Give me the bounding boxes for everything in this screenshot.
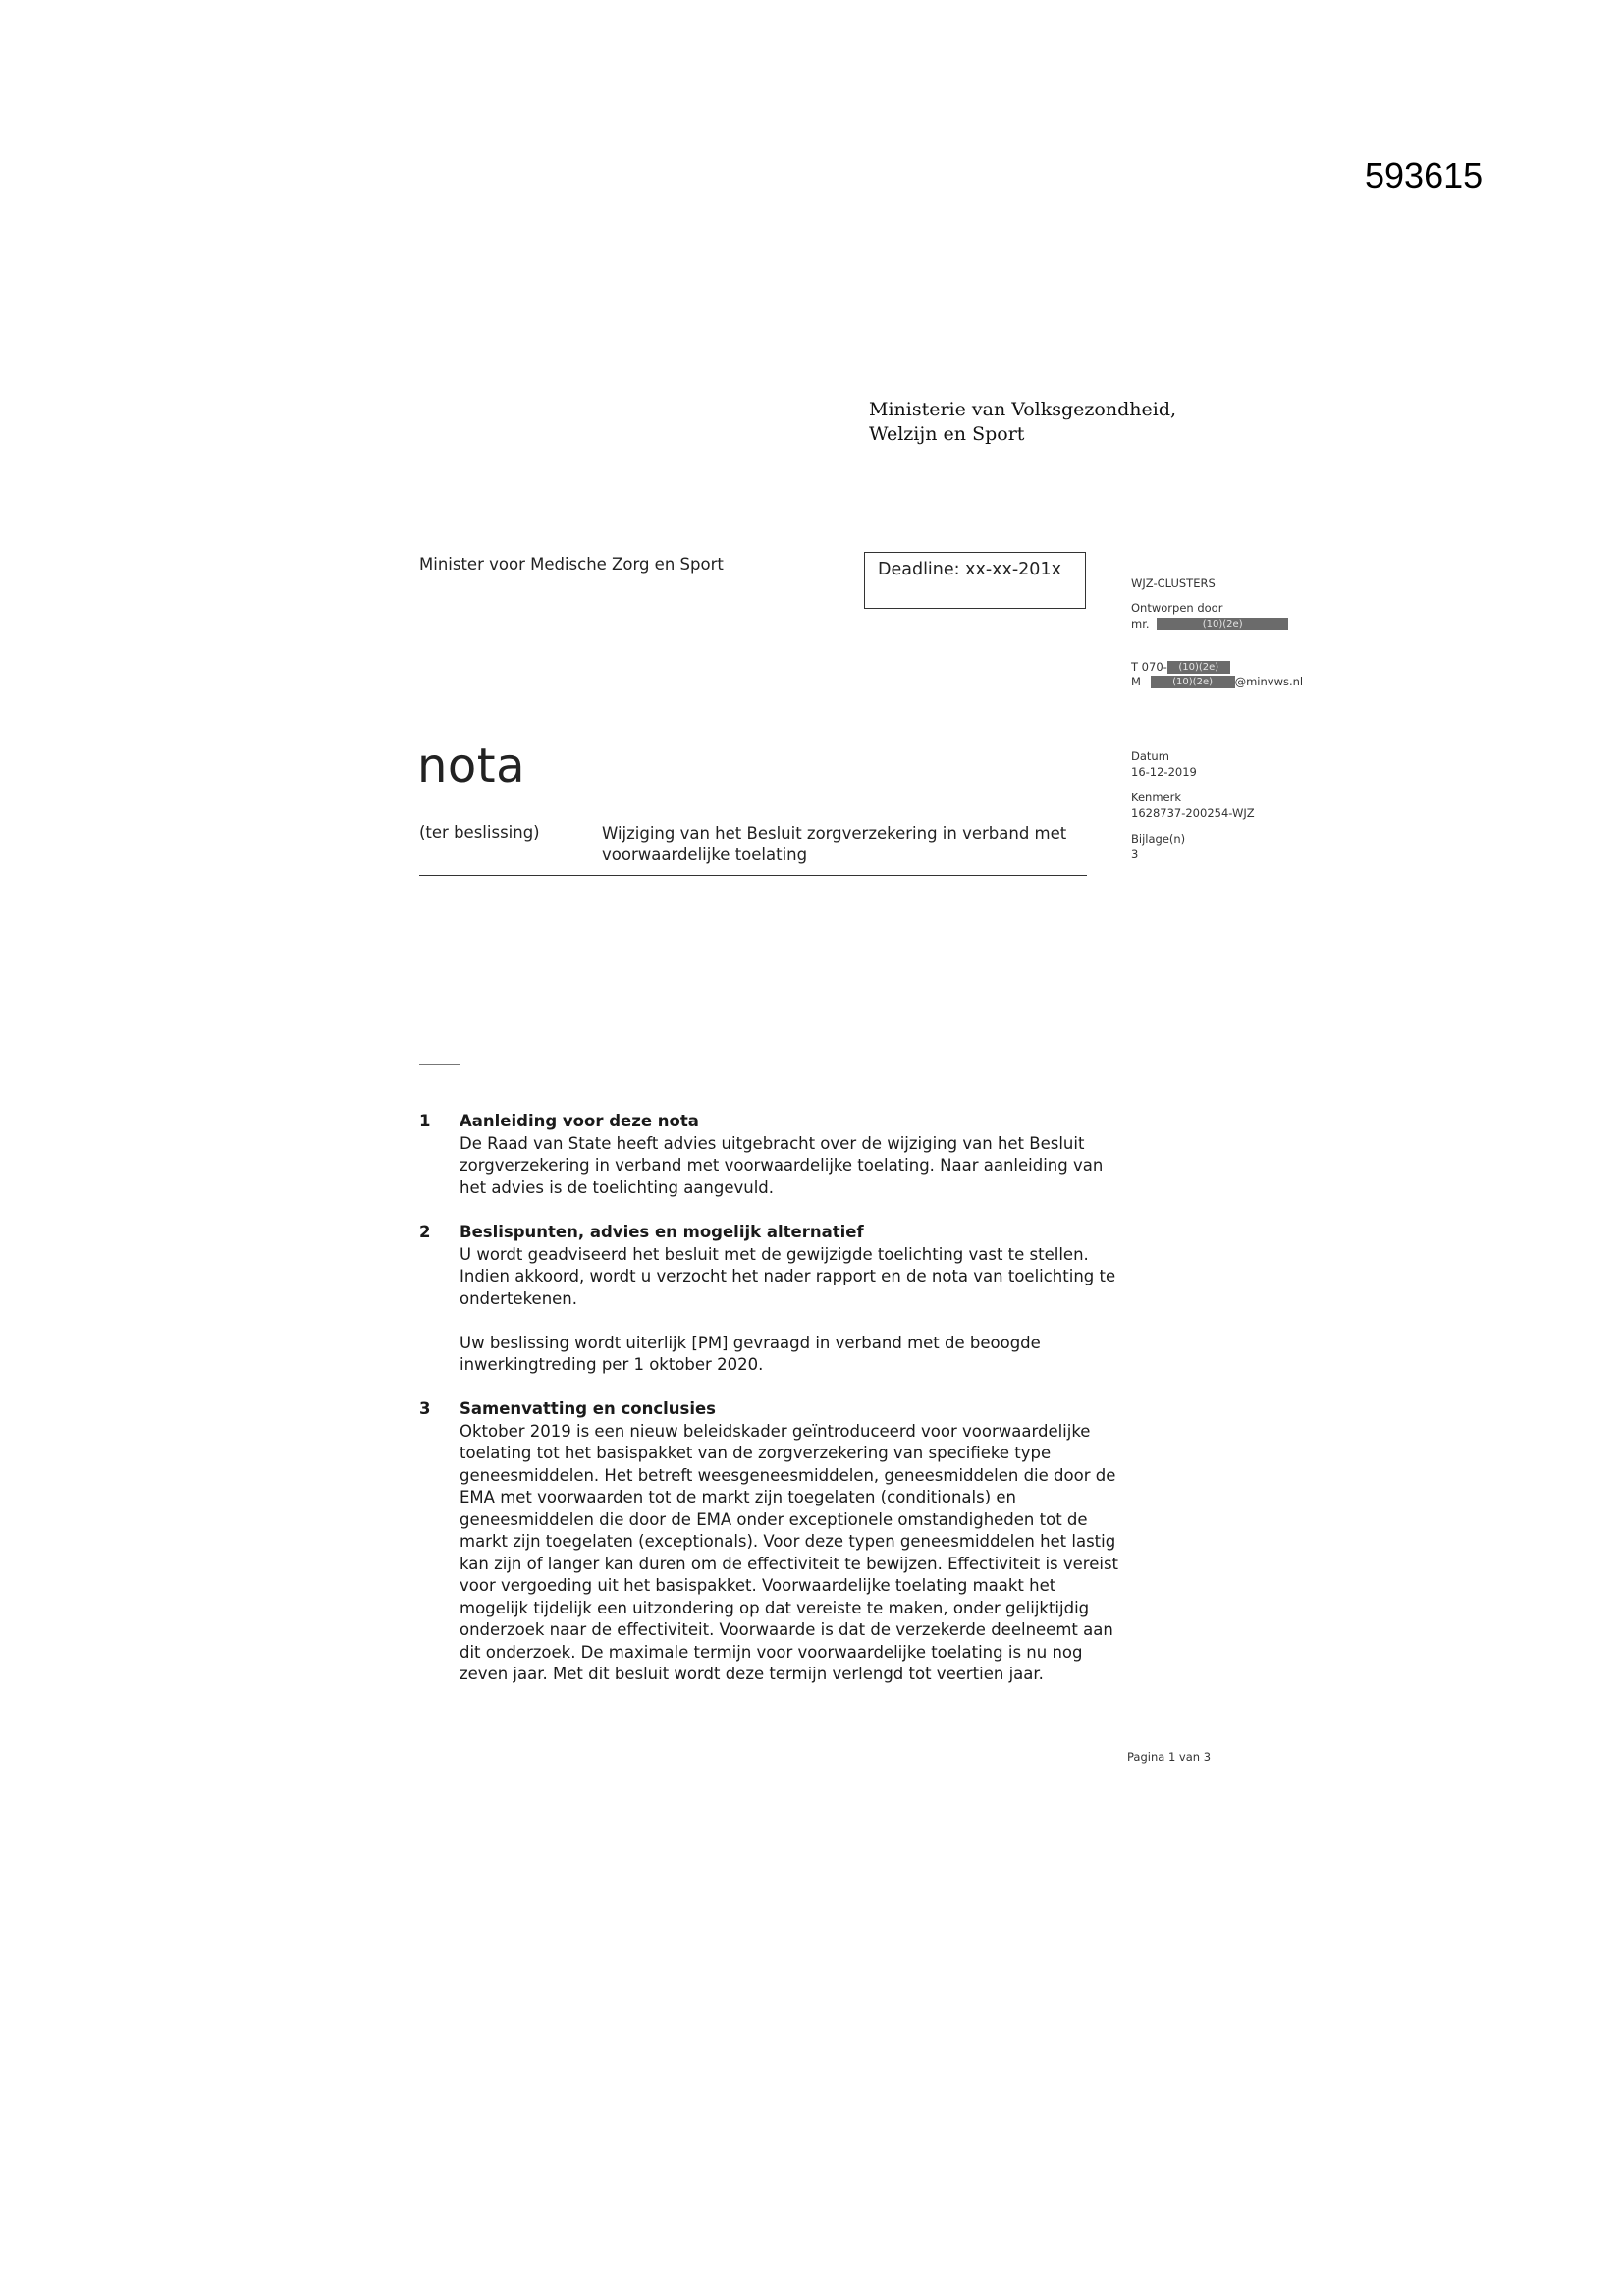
redaction-mark: (10)(2e) <box>1157 618 1288 630</box>
email-suffix: @minvws.nl <box>1234 675 1304 688</box>
sidebar-reference-label: Kenmerk <box>1131 791 1181 804</box>
section-number: 2 <box>419 1223 431 1241</box>
section-paragraph: U wordt geadviseerd het besluit met de gewijzigde toelichting vast te stellen. Indien akkoord, wordt u verzocht het nader rapport en de nota van toelichting te ondertekenen. <box>460 1244 1116 1308</box>
section-paragraph: Oktober 2019 is een nieuw beleidskader geïntroduceerd voor voorwaardelijke toelating tot het basispakket van de zorgverzekering van specifieke type geneesmiddelen. Het betreft weesgeneesmiddelen, geneesmiddelen die door de EMA met voorwaarden tot de markt zijn toegelaten (conditionals) en geneesmiddelen die door de EMA onder exceptionele omstandigheden tot de markt zijn toegelaten (exceptionals). Voor deze typen geneesmiddelen het lastig kan zijn of langer kan duren om de effectiviteit te bewijzen. Effectiviteit is vereist voor vergoeding uit het basispakket. Voorwaardelijke toelating maakt het mogelijk tijdelijk een uitzondering op dat vereiste te maken, onder gelijktijdig onderzoek naar de effectiviteit. Voorwaarde is dat de verzekerde deelneemt aan dit onderzoek. De maximale termijn voor voorwaardelijke toelating is nu nog zeven jaar. Met dit besluit wordt deze termijn verlengd tot veertien jaar. <box>460 1421 1119 1683</box>
sidebar-phone <box>1131 659 1230 675</box>
section-heading: Beslispunten, advies en mogelijk alternatief <box>460 1223 864 1241</box>
section-3 <box>419 1398 1126 1686</box>
section-number: 1 <box>419 1112 431 1130</box>
section-paragraph: Uw beslissing wordt uiterlijk [PM] gevraagd in verband met de beoogde inwerkingtreding per 1 oktober 2020. <box>460 1333 1041 1374</box>
section-heading: Aanleiding voor deze nota <box>460 1112 699 1130</box>
section-heading: Samenvatting en conclusies <box>460 1399 716 1418</box>
nota-kind: (ter beslissing) <box>419 823 540 842</box>
sidebar-reference-value: 1628737-200254-WJZ <box>1131 806 1255 820</box>
nota-subject: Wijziging van het Besluit zorgverzekering in verband met voorwaardelijke toelating <box>602 824 1067 864</box>
page-number: Pagina 1 van 3 <box>1127 1750 1212 1764</box>
sidebar-mobile <box>1131 674 1303 689</box>
sidebar-designed-by-label: Ontworpen door <box>1131 601 1223 615</box>
section-1 <box>419 1111 1126 1199</box>
redaction-mark: (10)(2e) <box>1151 676 1235 688</box>
section-number: 3 <box>419 1399 431 1418</box>
sidebar-date-value: 16-12-2019 <box>1131 765 1197 779</box>
divider <box>419 875 1087 876</box>
section-paragraph: De Raad van State heeft advies uitgebracht over de wijziging van het Besluit zorgverzekering in verband met voorwaardelijke toelating. Naar aanleiding van het advies is de toelichting aangevuld. <box>460 1133 1104 1197</box>
redaction-mark: (10)(2e) <box>1167 661 1230 674</box>
sidebar-date-label: Datum <box>1131 749 1169 763</box>
sidebar-attachments-value: 3 <box>1131 847 1139 861</box>
mobile-prefix: M <box>1131 675 1141 688</box>
page-title: nota <box>417 738 526 793</box>
phone-prefix: T 070- <box>1131 660 1167 674</box>
document-number: 593615 <box>1365 155 1484 195</box>
sidebar-department: WJZ-CLUSTERS <box>1131 576 1216 590</box>
ministry-logo-text <box>869 398 1176 447</box>
divider-short <box>419 1064 460 1065</box>
sidebar-designed-by <box>1131 616 1288 631</box>
deadline-text: Deadline: xx-xx-201x <box>878 560 1061 579</box>
ministry-line-1: Ministerie van Volksgezondheid, <box>869 399 1177 420</box>
designed-by-prefix: mr. <box>1131 617 1150 630</box>
deadline-box <box>864 552 1086 609</box>
section-2 <box>419 1222 1126 1377</box>
addressee: Minister voor Medische Zorg en Sport <box>419 555 724 574</box>
sidebar-attachments-label: Bijlage(n) <box>1131 832 1186 846</box>
ministry-line-2: Welzijn en Sport <box>869 423 1025 445</box>
